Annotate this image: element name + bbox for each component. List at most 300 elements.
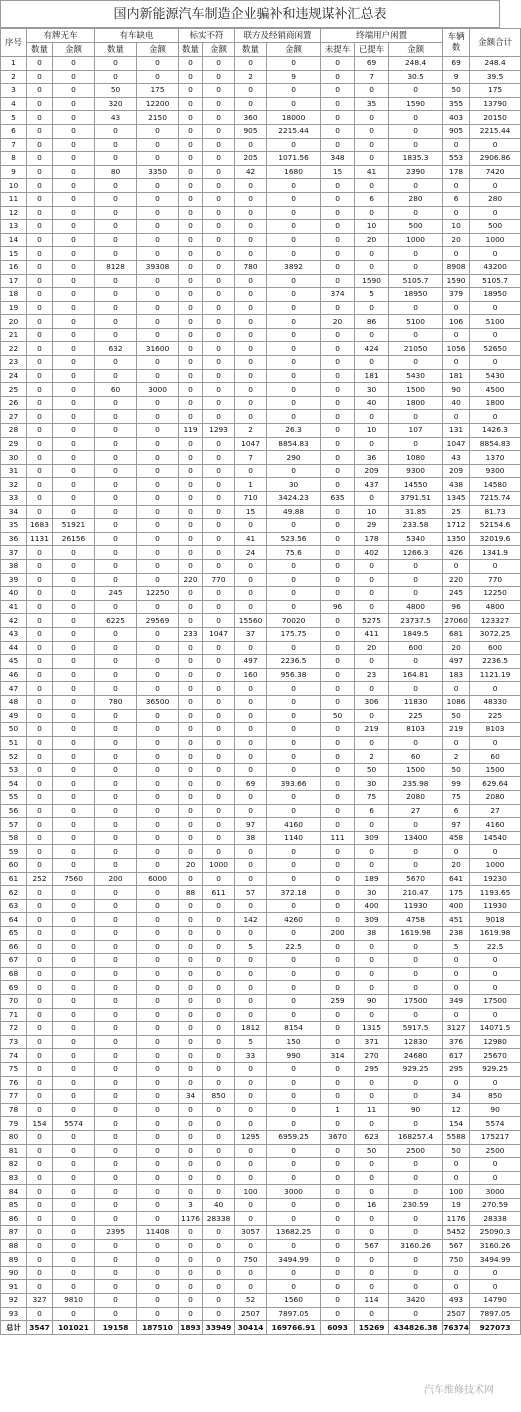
- table-cell: 5: [355, 288, 389, 302]
- table-cell: 0: [389, 328, 443, 342]
- table-cell: 0: [179, 260, 203, 274]
- table-cell: 0: [137, 424, 179, 438]
- table-cell: 0: [179, 1035, 203, 1049]
- table-cell: 0: [389, 1280, 443, 1294]
- table-cell: 0: [321, 614, 355, 628]
- table-cell: 0: [355, 1212, 389, 1226]
- table-row: [1, 356, 521, 370]
- header-seq: 序号: [1, 29, 27, 57]
- table-cell: 1619.98: [389, 927, 443, 941]
- table-cell: 0: [355, 152, 389, 166]
- table-cell: 88: [179, 886, 203, 900]
- table-row: [1, 288, 521, 302]
- table-cell: 4758: [389, 913, 443, 927]
- table-cell: 0: [321, 1212, 355, 1226]
- table-cell: 0: [443, 967, 470, 981]
- table-cell: 0: [355, 111, 389, 125]
- table-cell: 5100: [470, 315, 521, 329]
- table-cell: 0: [27, 274, 53, 288]
- table-cell: 0: [321, 519, 355, 533]
- row-number: 58: [1, 831, 27, 845]
- table-cell: 0: [389, 559, 443, 573]
- table-cell: 990: [267, 1049, 321, 1063]
- table-cell: 1000: [470, 233, 521, 247]
- table-cell: 0: [267, 559, 321, 573]
- table-cell: 0: [267, 682, 321, 696]
- table-cell: 17500: [389, 994, 443, 1008]
- table-cell: 181: [443, 369, 470, 383]
- table-cell: 0: [27, 233, 53, 247]
- row-number: 64: [1, 913, 27, 927]
- table-cell: 0: [53, 1158, 95, 1172]
- table-row: [1, 437, 521, 451]
- table-cell: 0: [27, 954, 53, 968]
- table-cell: 0: [95, 927, 137, 941]
- table-cell: 0: [53, 1171, 95, 1185]
- table-row: [1, 138, 521, 152]
- table-cell: 1140: [267, 831, 321, 845]
- table-cell: 5275: [355, 614, 389, 628]
- table-cell: 175: [470, 84, 521, 98]
- row-number: 39: [1, 573, 27, 587]
- row-number: 22: [1, 342, 27, 356]
- table-cell: 0: [27, 750, 53, 764]
- table-cell: 0: [179, 1239, 203, 1253]
- table-cell: 7897.05: [267, 1307, 321, 1321]
- table-cell: 20150: [470, 111, 521, 125]
- table-cell: 0: [95, 1185, 137, 1199]
- table-cell: 0: [27, 927, 53, 941]
- table-cell: 0: [235, 301, 267, 315]
- table-cell: 780: [95, 695, 137, 709]
- table-cell: 0: [179, 600, 203, 614]
- table-cell: 0: [27, 478, 53, 492]
- table-cell: 0: [95, 179, 137, 193]
- table-cell: 0: [389, 111, 443, 125]
- table-cell: 1835.3: [389, 152, 443, 166]
- table-cell: 0: [470, 179, 521, 193]
- table-cell: 0: [27, 614, 53, 628]
- row-number: 79: [1, 1117, 27, 1131]
- table-cell: 0: [179, 138, 203, 152]
- table-cell: 10: [443, 220, 470, 234]
- table-row: [1, 342, 521, 356]
- table-cell: 0: [53, 424, 95, 438]
- table-cell: 5574: [53, 1117, 95, 1131]
- table-row: [1, 70, 521, 84]
- row-number: 93: [1, 1307, 27, 1321]
- table-cell: 1590: [443, 274, 470, 288]
- table-cell: 0: [321, 328, 355, 342]
- table-cell: 0: [203, 1130, 235, 1144]
- row-number: 57: [1, 818, 27, 832]
- table-cell: 37: [235, 627, 267, 641]
- table-cell: 0: [53, 70, 95, 84]
- table-cell: 0: [235, 383, 267, 397]
- table-cell: 11930: [470, 899, 521, 913]
- table-cell: 0: [53, 927, 95, 941]
- table-cell: 0: [235, 192, 267, 206]
- table-cell: 0: [355, 940, 389, 954]
- table-cell: 1590: [389, 97, 443, 111]
- table-cell: 0: [95, 709, 137, 723]
- table-cell: 0: [235, 356, 267, 370]
- row-number: 36: [1, 532, 27, 546]
- table-cell: 0: [355, 1076, 389, 1090]
- table-cell: 0: [267, 383, 321, 397]
- table-cell: 0: [27, 940, 53, 954]
- row-number: 60: [1, 859, 27, 873]
- table-cell: 0: [355, 682, 389, 696]
- table-cell: 0: [235, 872, 267, 886]
- table-cell: 0: [137, 1171, 179, 1185]
- table-row: [1, 1294, 521, 1308]
- table-cell: 0: [179, 927, 203, 941]
- table-cell: 0: [443, 328, 470, 342]
- table-cell: 0: [470, 845, 521, 859]
- table-cell: 0: [203, 736, 235, 750]
- table-cell: 0: [95, 1158, 137, 1172]
- table-cell: 69: [355, 57, 389, 71]
- table-cell: 0: [267, 396, 321, 410]
- table-cell: 0: [179, 1103, 203, 1117]
- table-cell: 252: [27, 872, 53, 886]
- table-row: [1, 831, 521, 845]
- table-cell: 0: [203, 927, 235, 941]
- table-row: [1, 328, 521, 342]
- table-row: [1, 179, 521, 193]
- table-cell: 0: [355, 818, 389, 832]
- table-cell: 0: [321, 478, 355, 492]
- table-row: [1, 627, 521, 641]
- table-cell: 50: [443, 1144, 470, 1158]
- table-cell: 0: [95, 1130, 137, 1144]
- table-cell: 245: [95, 587, 137, 601]
- table-cell: 0: [267, 84, 321, 98]
- table-cell: 0: [137, 804, 179, 818]
- table-cell: 0: [27, 179, 53, 193]
- table-cell: 0: [95, 1266, 137, 1280]
- table-cell: 0: [267, 709, 321, 723]
- table-cell: 0: [53, 750, 95, 764]
- table-cell: 0: [95, 736, 137, 750]
- table-cell: 14071.5: [470, 1022, 521, 1036]
- table-cell: 0: [267, 723, 321, 737]
- table-cell: 8854.83: [267, 437, 321, 451]
- row-number: 69: [1, 981, 27, 995]
- table-cell: 50: [443, 763, 470, 777]
- table-cell: 36: [355, 451, 389, 465]
- table-cell: 0: [235, 587, 267, 601]
- table-cell: 0: [389, 940, 443, 954]
- table-row: [1, 97, 521, 111]
- table-cell: 0: [355, 437, 389, 451]
- table-cell: 0: [179, 723, 203, 737]
- table-cell: 0: [137, 818, 179, 832]
- table-cell: 497: [443, 655, 470, 669]
- table-cell: 0: [53, 763, 95, 777]
- table-cell: 0: [355, 206, 389, 220]
- table-cell: 0: [470, 981, 521, 995]
- total-row: [1, 1321, 521, 1335]
- table-cell: 0: [470, 1266, 521, 1280]
- table-row: [1, 668, 521, 682]
- table-row: [1, 111, 521, 125]
- row-number: 15: [1, 247, 27, 261]
- table-cell: 0: [53, 818, 95, 832]
- table-cell: 97: [235, 818, 267, 832]
- table-cell: 0: [235, 84, 267, 98]
- table-row: [1, 573, 521, 587]
- table-cell: 0: [355, 84, 389, 98]
- table-cell: 0: [137, 994, 179, 1008]
- table-cell: 0: [235, 1076, 267, 1090]
- table-cell: 0: [203, 1307, 235, 1321]
- row-number: 77: [1, 1090, 27, 1104]
- table-cell: 0: [137, 1090, 179, 1104]
- table-cell: 0: [443, 1076, 470, 1090]
- table-cell: 1426.3: [470, 424, 521, 438]
- table-cell: 0: [53, 179, 95, 193]
- table-cell: 0: [179, 1008, 203, 1022]
- table-cell: 0: [235, 1280, 267, 1294]
- row-number: 8: [1, 152, 27, 166]
- table-cell: 0: [95, 723, 137, 737]
- table-cell: 0: [355, 573, 389, 587]
- table-cell: 0: [27, 1103, 53, 1117]
- table-row: [1, 940, 521, 954]
- table-cell: 0: [321, 1090, 355, 1104]
- table-cell: 0: [267, 1008, 321, 1022]
- table-cell: 0: [95, 451, 137, 465]
- table-cell: 523.56: [267, 532, 321, 546]
- table-cell: 0: [179, 383, 203, 397]
- row-number: 33: [1, 492, 27, 506]
- table-cell: 0: [179, 981, 203, 995]
- table-cell: 0: [470, 954, 521, 968]
- table-cell: 0: [203, 668, 235, 682]
- table-cell: 0: [95, 831, 137, 845]
- table-cell: 0: [137, 899, 179, 913]
- table-cell: 0: [267, 1212, 321, 1226]
- table-cell: 0: [321, 967, 355, 981]
- table-cell: 0: [137, 410, 179, 424]
- table-cell: 1893: [179, 1321, 203, 1335]
- table-cell: 0: [95, 1076, 137, 1090]
- row-number: 7: [1, 138, 27, 152]
- table-row: [1, 478, 521, 492]
- table-cell: 0: [137, 559, 179, 573]
- table-cell: 3057: [235, 1226, 267, 1240]
- row-number: 34: [1, 505, 27, 519]
- table-cell: 0: [95, 220, 137, 234]
- table-cell: 0: [389, 859, 443, 873]
- table-cell: 0: [235, 1212, 267, 1226]
- table-cell: 0: [235, 1158, 267, 1172]
- table-cell: 9018: [470, 913, 521, 927]
- table-cell: 0: [235, 138, 267, 152]
- table-cell: 0: [53, 192, 95, 206]
- table-cell: 0: [235, 859, 267, 873]
- table-cell: 0: [203, 328, 235, 342]
- table-cell: 0: [53, 791, 95, 805]
- table-cell: 0: [389, 1253, 443, 1267]
- table-cell: 0: [179, 532, 203, 546]
- table-cell: 34: [443, 1090, 470, 1104]
- table-cell: 52650: [470, 342, 521, 356]
- table-cell: 0: [27, 981, 53, 995]
- table-cell: 0: [95, 124, 137, 138]
- table-cell: 0: [53, 165, 95, 179]
- table-cell: 0: [27, 138, 53, 152]
- table-cell: 393.66: [267, 777, 321, 791]
- table-cell: 0: [321, 668, 355, 682]
- table-cell: 0: [53, 57, 95, 71]
- table-cell: 0: [27, 736, 53, 750]
- table-cell: 100: [235, 1185, 267, 1199]
- table-cell: 0: [203, 546, 235, 560]
- table-cell: 0: [27, 492, 53, 506]
- table-cell: 0: [27, 1253, 53, 1267]
- table-cell: 200: [321, 927, 355, 941]
- table-cell: 0: [27, 1280, 53, 1294]
- table-cell: 33: [235, 1049, 267, 1063]
- table-cell: 641: [443, 872, 470, 886]
- table-cell: 0: [53, 1022, 95, 1036]
- table-cell: 0: [321, 750, 355, 764]
- table-cell: 0: [179, 220, 203, 234]
- table-cell: 0: [267, 981, 321, 995]
- table-cell: 0: [179, 1307, 203, 1321]
- row-number: 87: [1, 1226, 27, 1240]
- table-cell: 0: [203, 260, 235, 274]
- table-cell: 0: [53, 233, 95, 247]
- table-cell: 0: [321, 451, 355, 465]
- row-number: 53: [1, 763, 27, 777]
- table-cell: 5105.7: [470, 274, 521, 288]
- table-row: [1, 818, 521, 832]
- table-cell: 0: [389, 1008, 443, 1022]
- table-cell: 0: [321, 655, 355, 669]
- table-cell: 0: [321, 1008, 355, 1022]
- table-cell: 0: [235, 967, 267, 981]
- table-cell: 0: [95, 1022, 137, 1036]
- table-cell: 0: [27, 1076, 53, 1090]
- table-row: [1, 641, 521, 655]
- table-cell: 905: [235, 124, 267, 138]
- table-row: [1, 369, 521, 383]
- table-cell: 28338: [470, 1212, 521, 1226]
- table-cell: 1683: [27, 519, 53, 533]
- table-cell: 0: [95, 519, 137, 533]
- table-row: [1, 614, 521, 628]
- table-cell: 0: [389, 260, 443, 274]
- table-cell: 33949: [203, 1321, 235, 1335]
- table-cell: 1800: [470, 396, 521, 410]
- table-cell: 50: [355, 763, 389, 777]
- table-row: [1, 451, 521, 465]
- table-cell: 69: [235, 777, 267, 791]
- table-cell: 0: [27, 655, 53, 669]
- table-cell: 0: [321, 695, 355, 709]
- table-cell: 0: [95, 396, 137, 410]
- table-cell: 0: [203, 179, 235, 193]
- table-cell: 0: [179, 655, 203, 669]
- table-cell: 0: [321, 301, 355, 315]
- table-cell: 0: [95, 247, 137, 261]
- table-cell: 0: [137, 179, 179, 193]
- table-cell: 0: [203, 519, 235, 533]
- table-row: [1, 410, 521, 424]
- table-cell: 12250: [470, 587, 521, 601]
- table-cell: 19: [443, 1198, 470, 1212]
- table-cell: 0: [267, 1171, 321, 1185]
- table-cell: 50: [443, 84, 470, 98]
- table-cell: 20: [443, 859, 470, 873]
- table-cell: 0: [470, 138, 521, 152]
- table-cell: 0: [179, 233, 203, 247]
- table-cell: 635: [321, 492, 355, 506]
- row-number: 45: [1, 655, 27, 669]
- table-cell: 956.38: [267, 668, 321, 682]
- table-row: [1, 192, 521, 206]
- table-cell: 0: [179, 519, 203, 533]
- table-cell: 0: [321, 573, 355, 587]
- table-cell: 0: [53, 954, 95, 968]
- table-cell: 0: [27, 220, 53, 234]
- table-cell: 0: [137, 478, 179, 492]
- table-cell: 0: [321, 1171, 355, 1185]
- table-cell: 0: [53, 451, 95, 465]
- table-cell: 0: [267, 519, 321, 533]
- row-number: 24: [1, 369, 27, 383]
- table-cell: 600: [470, 641, 521, 655]
- table-cell: 0: [137, 859, 179, 873]
- table-cell: 0: [179, 614, 203, 628]
- table-cell: 175: [137, 84, 179, 98]
- table-cell: 2500: [470, 1144, 521, 1158]
- row-number: 75: [1, 1062, 27, 1076]
- table-cell: 0: [53, 655, 95, 669]
- table-cell: 0: [137, 981, 179, 995]
- table-cell: 0: [203, 97, 235, 111]
- table-cell: 70020: [267, 614, 321, 628]
- table-cell: 0: [137, 1266, 179, 1280]
- table-cell: 0: [179, 831, 203, 845]
- table-cell: 41: [355, 165, 389, 179]
- table-cell: 0: [27, 641, 53, 655]
- table-cell: 0: [179, 315, 203, 329]
- table-cell: 0: [321, 559, 355, 573]
- table-cell: 0: [321, 1185, 355, 1199]
- table-cell: 0: [27, 695, 53, 709]
- table-cell: 497: [235, 655, 267, 669]
- table-cell: 0: [443, 736, 470, 750]
- table-cell: 210.47: [389, 886, 443, 900]
- table-cell: 1: [321, 1103, 355, 1117]
- table-cell: 0: [203, 614, 235, 628]
- table-cell: 0: [53, 301, 95, 315]
- table-cell: 0: [321, 736, 355, 750]
- table-cell: 0: [235, 328, 267, 342]
- table-cell: 0: [267, 736, 321, 750]
- table-cell: 0: [179, 70, 203, 84]
- table-cell: 0: [95, 532, 137, 546]
- table-cell: 0: [27, 1035, 53, 1049]
- table-cell: 3547: [27, 1321, 53, 1335]
- table-cell: 0: [137, 288, 179, 302]
- table-cell: 0: [321, 1062, 355, 1076]
